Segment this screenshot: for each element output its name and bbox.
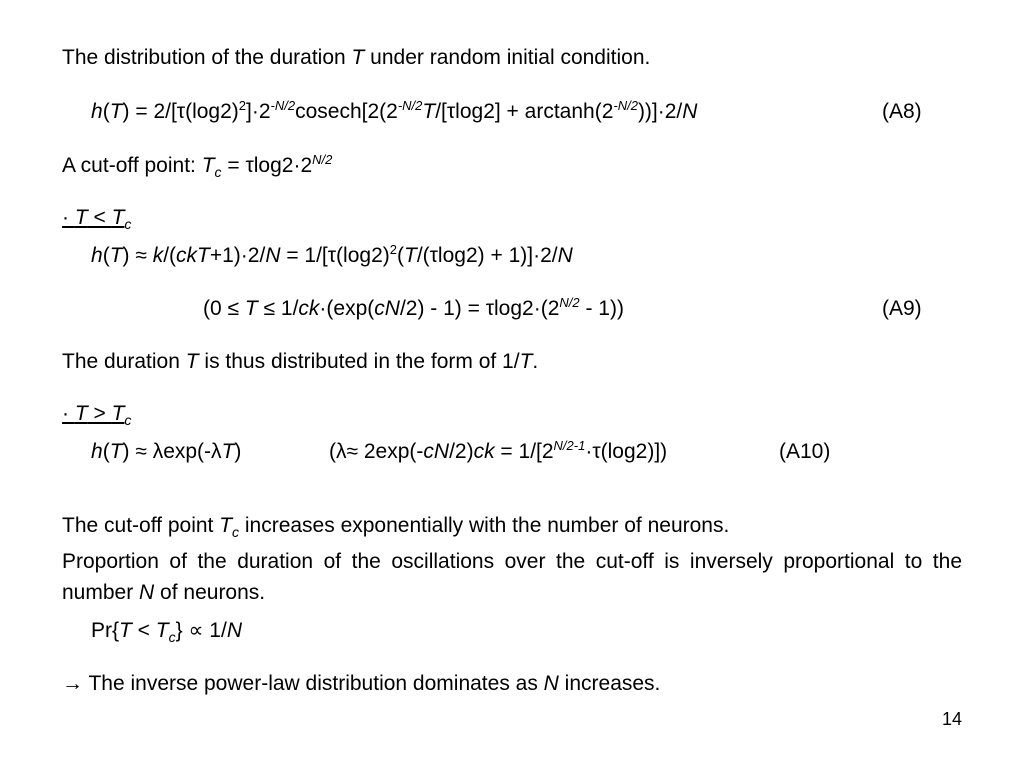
equation-a8: $h(T) = 2/[\tau(\log 2)^2]\cdot 2^{-N/2}cosech[2(2^{-N/2}T/[\tau\log 2] + \arctan h(2^{-N/2}))]\cdot 2/N$ bbox=[91, 98, 698, 123]
cutoff-increase-statement: The cut-off point $T_c$ increases exponentially with the number of neurons. bbox=[62, 514, 730, 540]
equation-label-a10: (A10) bbox=[779, 440, 831, 463]
equation-label-a8: (A8) bbox=[882, 100, 922, 123]
case-heading-below-cutoff: · $T < T_c$ bbox=[62, 206, 132, 232]
proportion-paragraph: Proportion of the duration of the oscillations over the cut-off is inversely proportional to the number N of neurons. bbox=[62, 550, 962, 604]
conclusion: → The inverse power-law distribution dominates as N increases. bbox=[62, 672, 661, 695]
approx-equation-below-cutoff: $h(T) \approx k/(ckT+1)\cdot 2/N = 1/[\tau(\log 2)^2(T/(\tau\log 2) + 1)]\cdot 2/N$ bbox=[91, 242, 573, 267]
lambda-definition: $(\lambda\approx 2\exp(-cN/2)ck = 1/[2^{N/2-1}\cdot\tau(\log 2)])$ bbox=[329, 438, 668, 463]
intro-line: The distribution of the duration T under random initial condition. bbox=[62, 46, 651, 69]
condition-a9: $(0 \le T \le 1/ck\cdot(\exp(cN/2) - 1) = \tau\log 2\cdot(2^{N/2} - 1))$ bbox=[203, 295, 624, 320]
equation-label-a9: (A9) bbox=[882, 297, 922, 320]
distribution-statement: The duration T is thus distributed in the form of 1/T. bbox=[62, 350, 539, 373]
page-number: 14 bbox=[941, 709, 962, 729]
cutoff-definition: A cut-off point: $T_c = \tau\log 2\cdot 2^{N/2}$ bbox=[62, 152, 333, 180]
approx-equation-above-cutoff: h(T) ≈ λexp(-λT) bbox=[91, 440, 242, 463]
case-heading-above-cutoff: · $T > T_c$ bbox=[62, 402, 132, 428]
probability-relation: $Pr\{T < T_c\} \propto 1/N$ bbox=[91, 619, 242, 645]
